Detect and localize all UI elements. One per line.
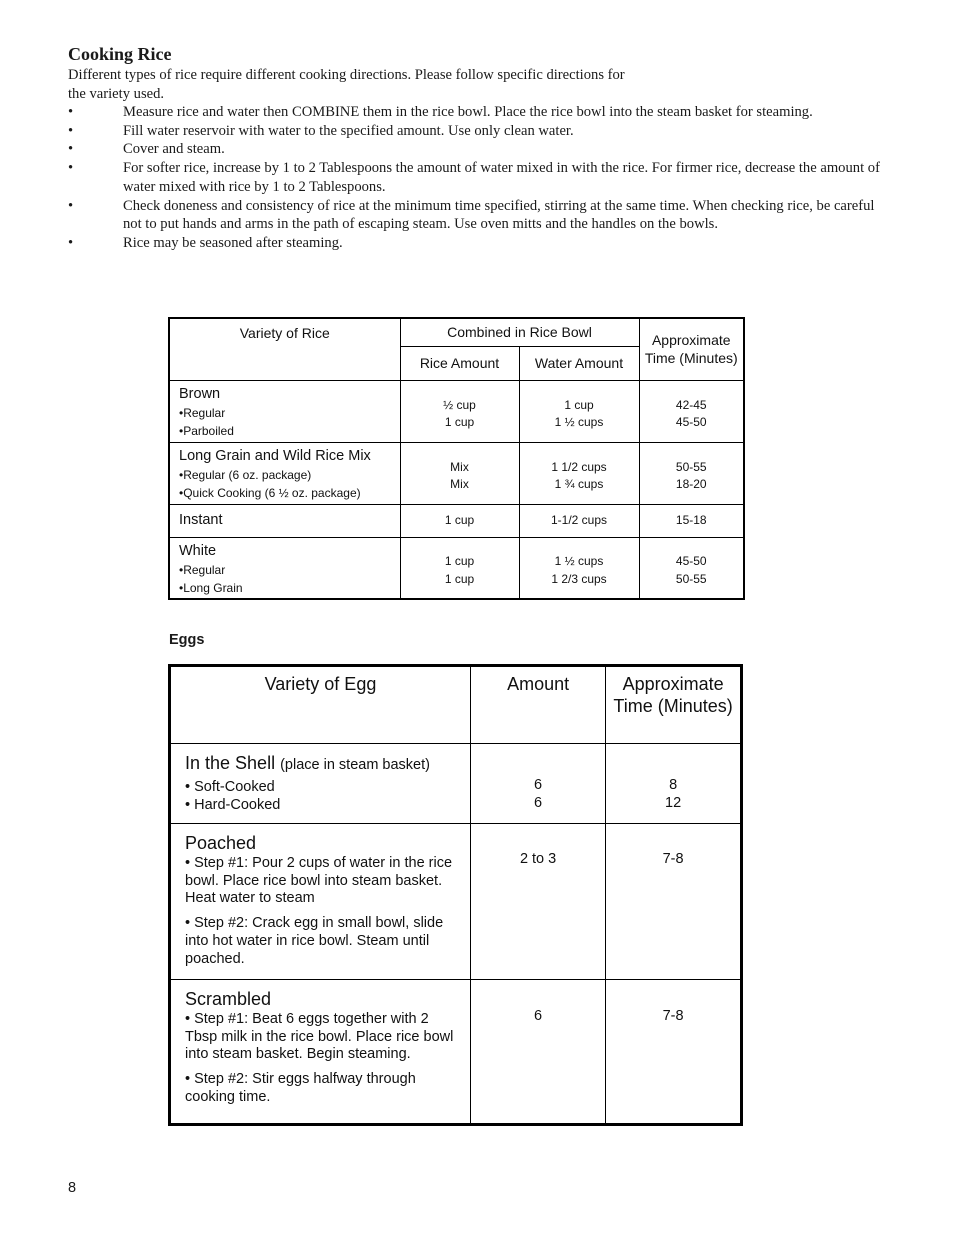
cell-value: 50-55	[675, 571, 707, 586]
rice-variety-name: Long Grain and Wild Rice Mix	[179, 447, 371, 464]
header-approx-time-text: Approximate Time (Minutes)	[644, 332, 738, 367]
rice-variety-sub: •Quick Cooking (6 ½ oz. package)	[179, 486, 361, 500]
cell-value: 2 to 3	[519, 851, 557, 867]
header-amount: Amount	[470, 666, 605, 744]
header-variety-of-rice: Variety of Rice	[169, 318, 400, 380]
header-rice-amount: Rice Amount	[400, 346, 519, 380]
cell-value: 6	[534, 1008, 543, 1024]
cell-value: 7-8	[662, 1008, 684, 1024]
list-item: • Fill water reservoir with water to the specified amount. Use only clean water.	[68, 122, 888, 141]
rice-variety-sub: •Long Grain	[179, 581, 243, 595]
time-cell	[639, 504, 744, 537]
cell-value: 12	[665, 794, 682, 811]
list-item: • Check doneness and consistency of rice at the minimum time specified, stirring at the same time. When checking rice, be careful not to put hands and arms in the path of escaping steam. Use oven mitts and the handles on the bowls.	[68, 197, 888, 234]
cell-value: 42-45	[675, 397, 707, 412]
cell-value: 45-50	[675, 554, 707, 569]
water-amount-cell	[519, 442, 639, 504]
eggs-heading: Eggs	[169, 632, 205, 648]
cell-value: 1 ¾ cups	[554, 477, 604, 491]
header-approx-time-text: Approximate Time (Minutes)	[613, 674, 733, 716]
page-number: 8	[68, 1180, 77, 1196]
cell-value: 1 ½ cups	[554, 415, 604, 429]
table-row	[170, 980, 742, 1125]
page-title: Cooking Rice	[68, 44, 172, 64]
time-cell	[606, 744, 742, 824]
water-amount-cell	[519, 504, 639, 537]
egg-variety-cell	[170, 980, 471, 1125]
table-row	[169, 537, 744, 599]
rice-variety-cell	[169, 380, 400, 442]
egg-variety-name: Scrambled	[185, 989, 272, 1009]
table-row	[169, 442, 744, 504]
rice-amount-cell	[400, 442, 519, 504]
header-approx-time	[639, 318, 744, 380]
rice-variety-cell	[169, 537, 400, 599]
egg-variety-item: • Soft-Cooked	[185, 779, 275, 795]
egg-variety-name: Poached	[185, 833, 257, 853]
time-cell	[639, 442, 744, 504]
cell-value: ½ cup	[443, 397, 476, 412]
time-cell	[606, 980, 742, 1125]
header-combined: Combined in Rice Bowl	[400, 318, 639, 346]
egg-variety-name: In the Shell	[185, 753, 276, 773]
list-item: • Measure rice and water then COMBINE them in the rice bowl. Place the rice bowl into the steam basket for steaming.	[68, 103, 888, 122]
egg-variety-item: • Step #1: Beat 6 eggs together with 2 Tbsp milk in the rice bowl. Place rice bowl into steam basket. Begin steaming.	[185, 1011, 454, 1063]
cell-value: 1 ½ cups	[554, 554, 604, 569]
rice-variety-sub: •Regular	[179, 562, 226, 577]
cell-value: Mix	[450, 459, 469, 474]
water-amount-cell	[519, 537, 639, 599]
list-item: • For softer rice, increase by 1 to 2 Tablespoons the amount of water mixed in with the rice. For firmer rice, decrease the amount of water mixed with rice by 1 to 2 Tablespoons.	[68, 159, 888, 196]
instruction-list	[68, 103, 888, 253]
rice-variety-cell	[169, 504, 400, 537]
list-item: • Rice may be seasoned after steaming.	[68, 234, 888, 253]
egg-variety-cell	[170, 824, 471, 980]
cell-value: 45-50	[675, 415, 707, 429]
egg-table	[168, 664, 743, 1126]
egg-variety-cell	[170, 744, 471, 824]
water-amount-cell	[519, 380, 639, 442]
cell-value: 1 cup	[564, 397, 594, 412]
table-row	[169, 380, 744, 442]
cell-value: 6	[534, 777, 543, 793]
amount-cell	[470, 980, 605, 1125]
amount-cell	[470, 744, 605, 824]
cell-value: 1 1/2 cups	[551, 459, 607, 474]
header-approx-time	[606, 666, 742, 744]
rice-variety-sub: •Regular	[179, 405, 226, 420]
cell-value: 1 cup	[444, 571, 475, 586]
cell-value: 50-55	[675, 459, 707, 474]
rice-variety-name: White	[179, 542, 217, 559]
cell-value: Mix	[450, 477, 469, 491]
list-item: • Cover and steam.	[68, 140, 888, 159]
time-cell	[606, 824, 742, 980]
time-cell	[639, 380, 744, 442]
table-row	[170, 744, 742, 824]
cell-value: 7-8	[662, 851, 684, 867]
cell-value: 1 cup	[444, 415, 475, 429]
rice-amount-cell	[400, 504, 519, 537]
table-row	[170, 824, 742, 980]
rice-amount-cell	[400, 537, 519, 599]
cell-value: 15-18	[675, 512, 707, 527]
egg-variety-item: • Step #2: Stir eggs halfway through cooking time.	[185, 1071, 416, 1105]
cell-value: 1-1/2 cups	[550, 512, 608, 527]
cell-value: 1 cup	[444, 512, 475, 527]
egg-variety-note: (place in steam basket)	[280, 757, 430, 773]
cell-value: 8	[669, 777, 678, 793]
egg-variety-item: • Hard-Cooked	[185, 796, 281, 813]
time-cell	[639, 537, 744, 599]
rice-variety-name: Instant	[179, 512, 223, 528]
cell-value: 1 cup	[444, 554, 475, 569]
intro-paragraph: Different types of rice require different cooking directions. Please follow specific directions for the variety used.	[68, 67, 625, 102]
cell-value: 18-20	[675, 477, 707, 491]
cell-value: 1 2/3 cups	[551, 571, 607, 586]
rice-variety-sub: •Parboiled	[179, 424, 234, 438]
header-variety-of-egg: Variety of Egg	[170, 666, 471, 744]
rice-variety-cell	[169, 442, 400, 504]
table-row	[169, 504, 744, 537]
egg-variety-name-line	[185, 752, 462, 776]
rice-variety-name: Brown	[179, 385, 221, 402]
rice-amount-cell	[400, 380, 519, 442]
header-water-amount: Water Amount	[519, 346, 639, 380]
egg-variety-item: • Step #1: Pour 2 cups of water in the rice bowl. Place rice bowl into steam basket. Heat water to steam	[185, 855, 453, 907]
cell-value: 6	[534, 794, 543, 811]
amount-cell	[470, 824, 605, 980]
egg-variety-item: • Step #2: Crack egg in small bowl, slide into hot water in rice bowl. Steam until poached.	[185, 915, 444, 967]
rice-table	[168, 317, 745, 600]
rice-variety-sub: •Regular (6 oz. package)	[179, 467, 312, 482]
